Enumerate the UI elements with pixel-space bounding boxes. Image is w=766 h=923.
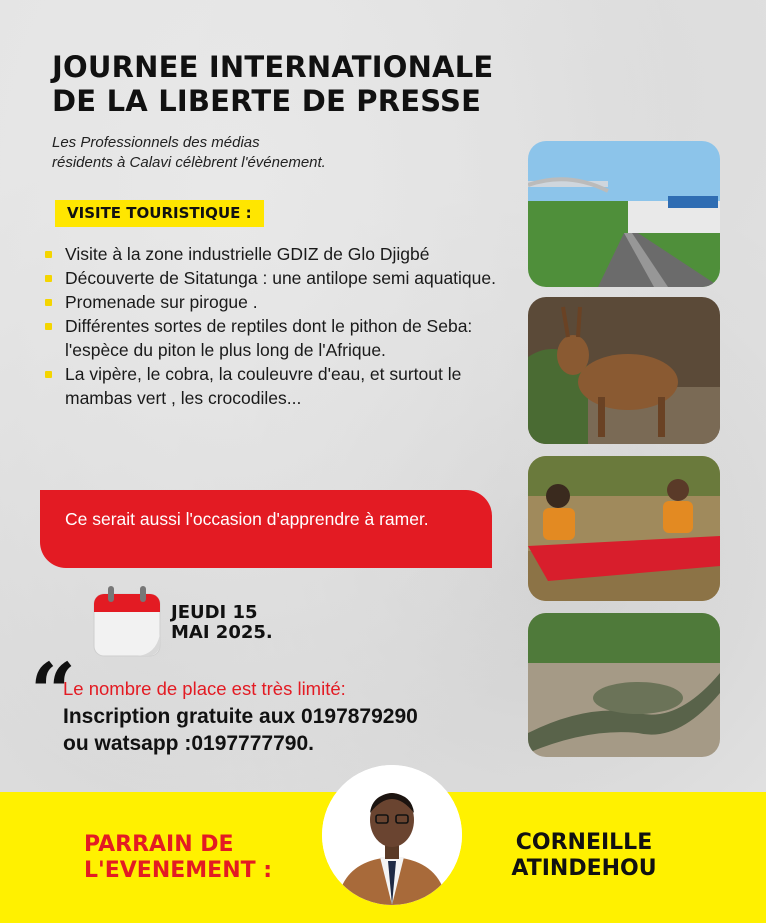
bullet-icon: [45, 275, 52, 282]
canoe-photo: [528, 456, 720, 601]
quote-mark-icon: “: [30, 645, 77, 739]
activity-list: [44, 242, 514, 410]
subtitle-line-2: résidents à Calavi célèbrent l'événement.: [52, 154, 326, 171]
bullet-icon: [45, 323, 52, 330]
subtitle-line-1: Les Professionnels des médias: [52, 134, 260, 151]
list-item-text: Promenade sur pirogue .: [65, 292, 258, 312]
godfather-label: [84, 832, 272, 884]
date-line-1: JEUDI 15: [171, 602, 258, 623]
godfather-name-line-2: ATINDEHOU: [511, 856, 657, 881]
godfather-name-line-1: CORNEILLE: [515, 830, 653, 855]
sitatunga-photo: [528, 297, 720, 444]
list-item-text: Visite à la zone industrielle GDIZ de Glo Djigbé: [65, 244, 430, 264]
rowing-note-banner: [40, 490, 492, 568]
calendar-icon: [92, 586, 162, 658]
godfather-label-line-1: PARRAIN DE: [84, 832, 234, 857]
godfather-label-line-2: L'EVENEMENT :: [84, 858, 273, 883]
list-item-text: Différentes sortes de reptiles dont le pithon de Seba: l'espèce du piton le plus long de l'Afrique.: [65, 316, 473, 360]
event-date: [171, 603, 273, 643]
rowing-note-text: Ce serait aussi l'occasion d'apprendre à ramer.: [65, 509, 429, 529]
signup-line-2: ou watsapp :0197777790.: [63, 732, 314, 755]
reptile-photo: [528, 613, 720, 757]
godfather-portrait: [322, 765, 462, 905]
list-item: [44, 290, 514, 314]
bullet-icon: [45, 251, 52, 258]
industrial-zone-photo: [528, 141, 720, 287]
list-item: [44, 266, 514, 290]
list-item: [44, 314, 514, 362]
title-line-2: DE LA LIBERTE DE PRESSE: [52, 84, 482, 118]
list-item: [44, 242, 514, 266]
list-item: [44, 362, 514, 410]
subtitle: [52, 133, 326, 173]
page-title: [52, 50, 493, 118]
signup-line-1: Inscription gratuite aux 0197879290: [63, 705, 418, 728]
title-line-1: JOURNEE INTERNATIONALE: [52, 50, 494, 84]
bullet-icon: [45, 299, 52, 306]
list-item-text: Découverte de Sitatunga : une antilope semi aquatique.: [65, 268, 496, 288]
godfather-name: [494, 830, 674, 882]
bullet-icon: [45, 371, 52, 378]
date-line-2: MAI 2025.: [171, 622, 273, 643]
signup-info: [63, 703, 418, 757]
tour-label: VISITE TOURISTIQUE :: [55, 200, 264, 227]
list-item-text: La vipère, le cobra, la couleuvre d'eau, et surtout le mambas vert , les crocodiles...: [65, 364, 462, 408]
places-note: Le nombre de place est très limité:: [63, 678, 346, 699]
